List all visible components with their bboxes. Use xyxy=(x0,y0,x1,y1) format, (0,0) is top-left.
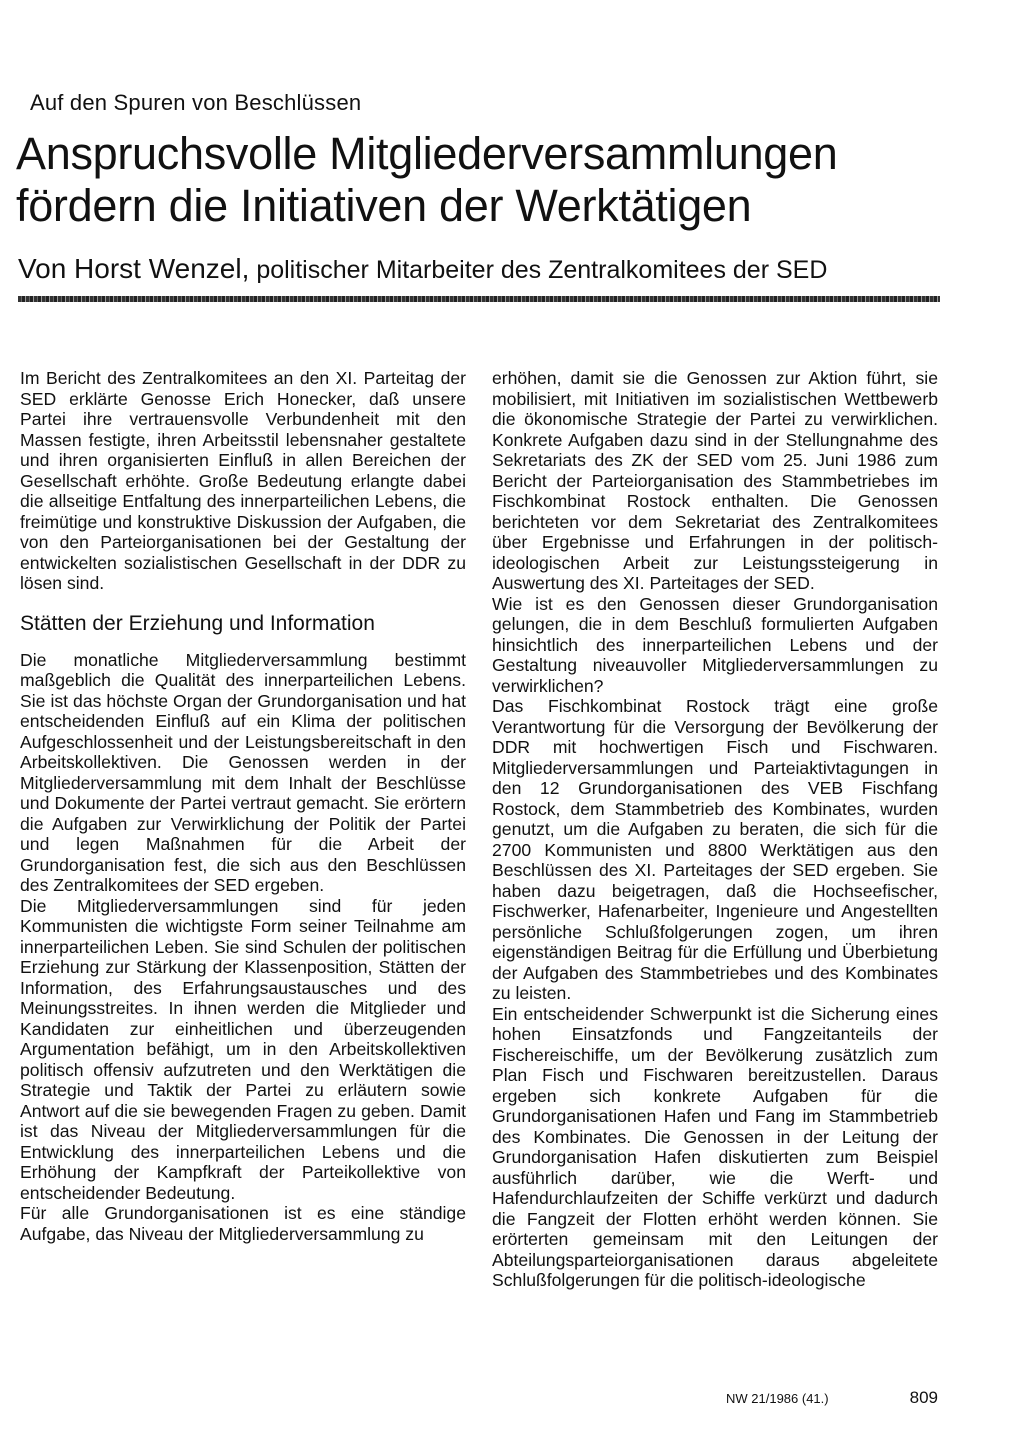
byline-author: Von Horst Wenzel, xyxy=(18,253,250,284)
paragraph: erhöhen, damit sie die Genossen zur Aktion führt, sie mobilisiert, mit Initiativen im sozialistischen Wettbewerb die ökonomische Strategie der Partei zu verwirklichen. Konkrete Aufgaben dazu sind in der Stellungnahme des Sekretariats des ZK der SED vom 25. Juni 1986 zum Bericht der Parteiorganisation des Stammbetriebes im Fischkombinat Rostock enthalten. Die Genossen berichteten vor dem Sekretariat des Zentralkomitees über Ergebnisse und Erfahrungen in der politisch-ideologischen Arbeit zur Leistungssteigerung in Auswertung des XI. Parteitages der SED. xyxy=(492,368,938,593)
paragraph: Das Fischkombinat Rostock trägt eine große Verantwortung für die Versorgung der Bevölkerung der DDR mit hochwertigen Fisch und Fischwaren. Mitgliederversammlungen und Parteiaktivtagungen in den 12 Grundorganisationen des VEB Fischfang Rostock, dem Stammbetrieb des Kombinates, wurden genutzt, um die Aufgaben zu beraten, die sich für die 2700 Kommunisten und 8800 Werktätigen aus den Beschlüssen des XI. Parteitages der SED ergeben. Sie haben dazu beigetragen, daß die Hochseefischer, Fischwerker, Hafenarbeiter, Ingenieure und Angestellten persönliche Schlußfolgerungen zogen, um ihren eigenständigen Beitrag für die Erfüllung und Überbietung der Aufgaben des Stammbetriebes und des Kombinates zu leisten. xyxy=(492,696,938,1003)
paragraph: Ein entscheidender Schwerpunkt ist die Sicherung eines hohen Einsatzfonds und Fangzeitanteils der Fischereischiffe, um der Bevölkerung zusätzlich zum Plan Fisch und Fischwaren bereitzustellen. Daraus ergeben sich konkrete Aufgaben für die Grundorganisationen Hafen und Fang im Stammbetrieb des Kombinates. Die Genossen in der Leitung der Grundorganisation Hafen diskutierten zum Beispiel ausführlich darüber, wie die Werft- und Hafendurchlaufzeiten der Schiffe verkürzt und dadurch die Fangzeit der Flotten erhöht werden können. Sie erörterten gemeinsam mit den Leitungen der Abteilungsparteiorganisationen daraus abgeleitete Schlußfolgerungen für die politisch-ideologische xyxy=(492,1003,938,1290)
paragraph: Die monatliche Mitgliederversammlung bestimmt maßgeblich die Qualität des innerparteilichen Lebens. Sie ist das höchste Organ der Grundorganisation und hat entscheidenden Einfluß auf ein Klima der politischen Aufgeschlossenheit und der Leistungsbereitschaft in den Arbeitskollektiven. Die Genossen werden in der Mitgliederversammlung mit dem Inhalt der Beschlüsse und Dokumente der Partei vertraut gemacht. Sie erörtern die Aufgaben zur Verwirklichung der Politik der Partei und legen Maßnahmen für die Arbeit der Grundorganisation fest, die sich aus den Beschlüssen des Zentralkomitees der SED ergeben. xyxy=(20,649,466,895)
section-subheading: Stätten der Erziehung und Information xyxy=(20,611,375,635)
right-column xyxy=(492,368,938,1291)
issue-reference: NW 21/1986 (41.) xyxy=(726,1391,829,1406)
divider-rule xyxy=(18,296,940,302)
paragraph: Wie ist es den Genossen dieser Grundorganisation gelungen, die in dem Beschluß formulierten Aufgaben hinsichtlich des innerparteilichen Lebens und der Gestaltung niveauvoller Mitgliederversammlungen zu verwirklichen? xyxy=(492,593,938,696)
paragraph: Die Mitgliederversammlungen sind für jeden Kommunisten die wichtigste Form seiner Teilnahme am innerparteilichen Leben. Sie sind Schulen der politischen Erziehung zur Stärkung der Klassenposition, Stätten der Information, des Erfahrungsaustausches und des Meinungsstreites. In ihnen werden die Mitglieder und Kandidaten zur einheitlichen und überzeugenden Argumentation befähigt, um in den Arbeitskollektiven politisch offensiv aufzutreten und den Werktätigen die Strategie und Taktik der Partei zu erläutern sowie Antwort auf die sie bewegenden Fragen zu geben. Damit ist das Niveau der Mitgliederversammlungen für die Entwicklung des innerparteilichen Lebens und die Erhöhung der Kampfkraft der Parteikollektive von entscheidender Bedeutung. xyxy=(20,895,466,1203)
byline-role: politischer Mitarbeiter des Zentralkomitees der SED xyxy=(249,256,828,284)
page-footer xyxy=(726,1388,938,1408)
paragraph: Für alle Grundorganisationen ist es eine ständige Aufgabe, das Niveau der Mitgliederversammlung zu xyxy=(20,1203,466,1244)
headline-line-2: fördern die Initiativen der Werktätigen xyxy=(16,180,752,231)
left-column xyxy=(20,368,466,1244)
kicker: Auf den Spuren von Beschlüssen xyxy=(30,90,362,115)
headline-line-1: Anspruchsvolle Mitgliederversammlungen xyxy=(16,128,838,179)
page-number: 809 xyxy=(909,1388,938,1407)
paragraph: Im Bericht des Zentralkomitees an den XI. Parteitag der SED erklärte Genosse Erich Honecker, daß unsere Partei ihre vertrauensvolle Verbundenheit mit den Massen festigte, ihren Arbeitsstil lebensnaher gestaltete und ihren organisierten Einfluß in allen Bereichen der Gesellschaft erhöhte. Große Bedeutung erlangte dabei die allseitige Entfaltung des innerparteilichen Lebens, die freimütige und konstruktive Diskussion der Aufgaben, die von den Parteiorganisationen bei der Gestaltung der entwickelten sozialistischen Gesellschaft in der DDR zu lösen sind. xyxy=(20,368,466,593)
byline xyxy=(18,254,1008,285)
article-headline xyxy=(16,128,1006,232)
